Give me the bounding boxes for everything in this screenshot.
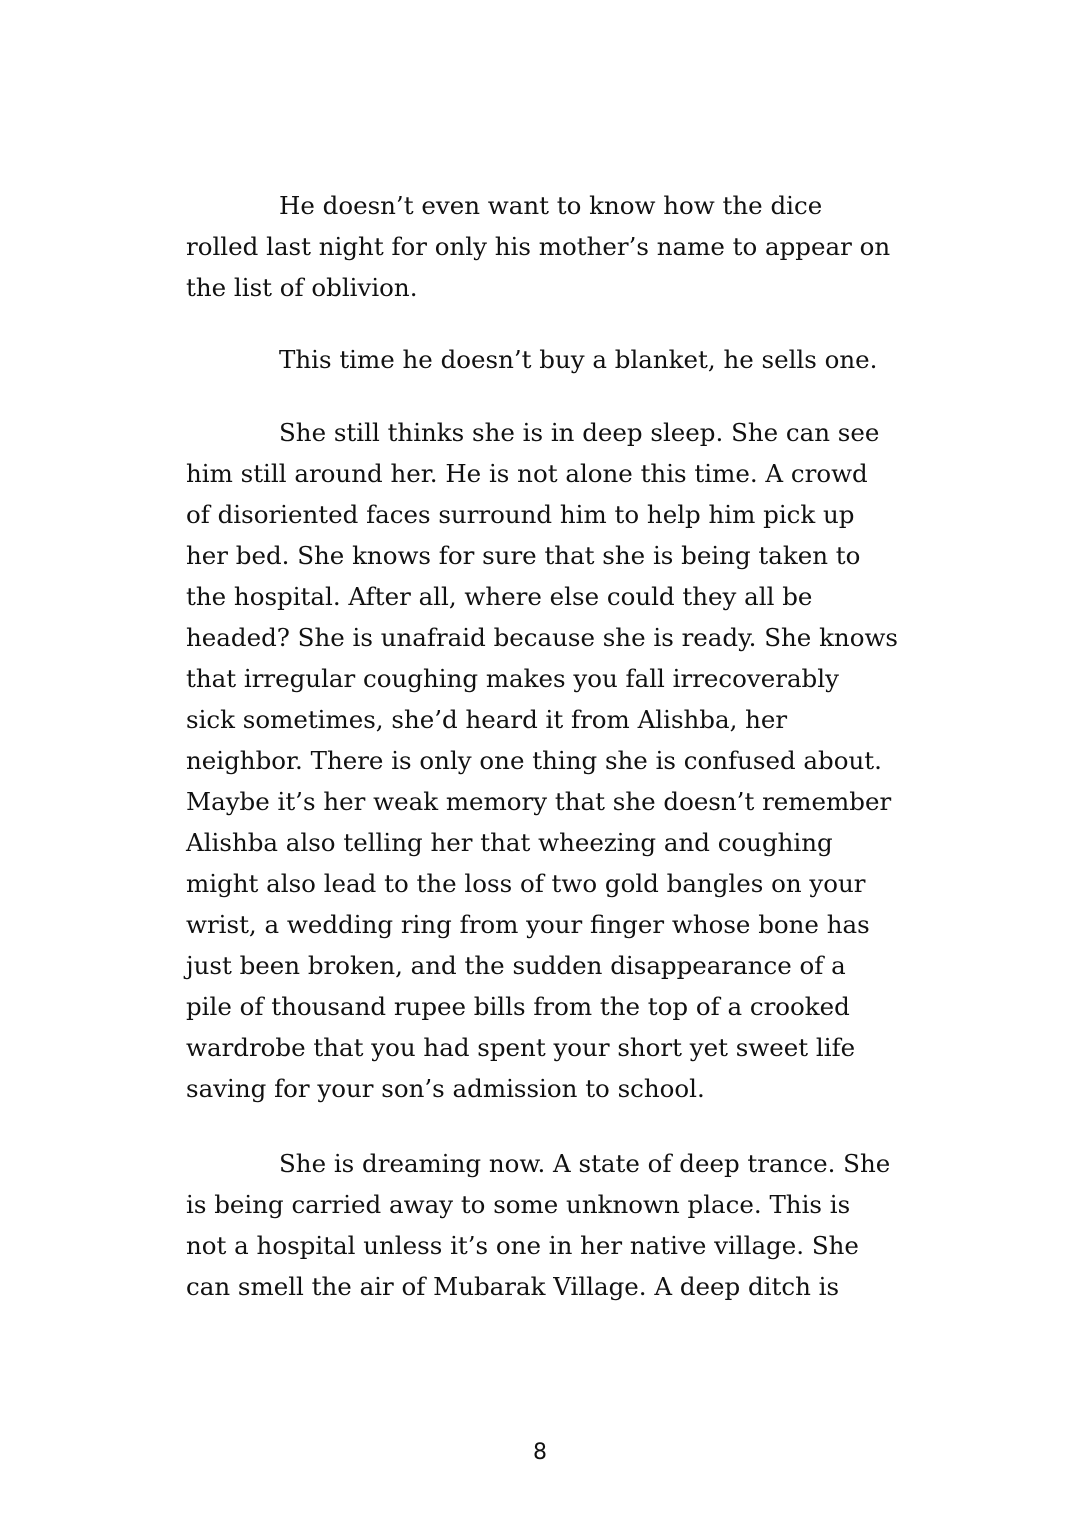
paragraph-3-line-3: of disoriented faces surround him to help him pick up [186, 500, 855, 529]
paragraph-4-line-1: She is dreaming now. A state of deep trance. She [279, 1149, 891, 1178]
paragraph-3-line-10: Maybe it’s her weak memory that she doesn’t remember [186, 787, 892, 816]
paragraph-4-line-2: is being carried away to some unknown place. This is [186, 1190, 851, 1219]
paragraph-3-line-11: Alishba also telling her that wheezing and coughing [186, 828, 833, 857]
paragraph-4-line-4: can smell the air of Mubarak Village. A deep ditch is [186, 1272, 840, 1301]
paragraph-1-line-1: He doesn’t even want to know how the dice [279, 191, 823, 220]
paragraph-1-line-3: the list of oblivion. [186, 273, 418, 302]
paragraph-1-line-2: rolled last night for only his mother’s name to appear on [186, 232, 891, 261]
paragraph-4-line-3: not a hospital unless it’s one in her native village. She [186, 1231, 859, 1260]
page-number: 8 [533, 1440, 547, 1465]
paragraph-3-line-7: that irregular coughing makes you fall irrecoverably [186, 664, 839, 693]
paragraph-3-line-14: just been broken, and the sudden disappearance of a [186, 951, 846, 980]
paragraph-3-line-8: sick sometimes, she’d heard it from Alishba, her [186, 705, 788, 734]
paragraph-3-line-13: wrist, a wedding ring from your finger whose bone has [186, 910, 870, 939]
paragraph-3-line-2: him still around her. He is not alone this time. A crowd [186, 459, 868, 488]
paragraph-3-line-16: wardrobe that you had spent your short yet sweet life [186, 1033, 856, 1062]
paragraph-3-line-5: the hospital. After all, where else could they all be [186, 582, 813, 611]
paragraph-3-line-12: might also lead to the loss of two gold bangles on your [186, 869, 866, 898]
paragraph-2-line-1: This time he doesn’t buy a blanket, he sells one. [279, 345, 878, 374]
paragraph-3-line-9: neighbor. There is only one thing she is confused about. [186, 746, 882, 775]
paragraph-3-line-15: pile of thousand rupee bills from the top of a crooked [186, 992, 850, 1021]
paragraph-3-line-17: saving for your son’s admission to school. [186, 1074, 705, 1103]
paragraph-3-line-4: her bed. She knows for sure that she is being taken to [186, 541, 861, 570]
paragraph-3-line-6: headed? She is unafraid because she is ready. She knows [186, 623, 898, 652]
paragraph-3-line-1: She still thinks she is in deep sleep. She can see [279, 418, 880, 447]
